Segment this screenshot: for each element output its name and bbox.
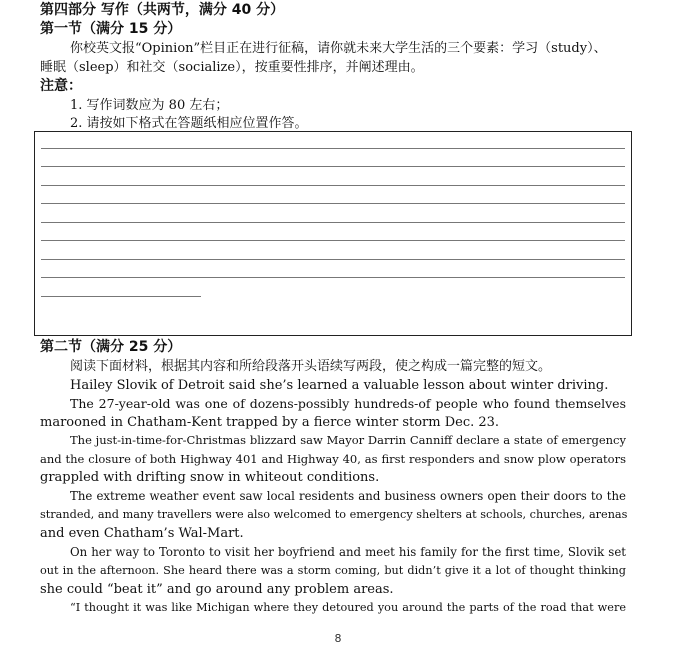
answer-line [41, 203, 625, 204]
page-number: 8 [334, 632, 342, 645]
passage-line: grappled with drifting snow in whiteout conditions. [40, 470, 380, 485]
answer-line [41, 240, 625, 241]
answer-line [41, 166, 625, 167]
section2-instruction: 阅读下面材料，根据其内容和所给段落开头语续写两段，使之构成一篇完整的短文。 [70, 359, 552, 374]
section1-heading: 第一节（满分 15 分） [40, 21, 182, 37]
passage-line: On her way to Toronto to visit her boyfriend and meet his family for the first time, Slovik set [70, 545, 626, 559]
answer-line [41, 259, 625, 260]
passage-line: marooned in Chatham-Kent trapped by a fierce winter storm Dec. 23. [40, 415, 500, 430]
passage-line: The 27-year-old was one of dozens-possibly hundreds-of people who found themselves [70, 396, 626, 411]
passage-line: “I thought it was like Michigan where they detoured you around the parts of the road that were [70, 601, 626, 614]
passage-line: The just-in-time-for-Christmas blizzard saw Mayor Darrin Canniff declare a state of emergency [70, 433, 626, 447]
passage-line: out in the afternoon. She heard there was a storm coming, but didn’t give it a lot of thought thinking [40, 564, 626, 577]
passage-line: stranded, and many travellers were also welcomed to emergency shelters at schools, churches, arenas [40, 508, 628, 521]
section2-heading: 第二节（满分 25 分） [40, 339, 182, 355]
passage-line: and the closure of both Highway 401 and Highway 40, as first responders and snow plow operators [40, 452, 626, 466]
part-heading: 第四部分 写作（共两节，满分 40 分） [40, 2, 285, 18]
answer-line-short [41, 296, 201, 297]
passage-line: Hailey Slovik of Detroit said she’s learned a valuable lesson about winter driving. [70, 378, 609, 393]
answer-line [41, 148, 625, 149]
answer-line [41, 185, 625, 186]
answer-line [41, 222, 625, 223]
notes-label: 注意： [40, 78, 82, 94]
answer-box [34, 131, 632, 336]
section1-prompt-line-2: 睡眠（sleep）和社交（socialize），按重要性排序，并阐述理由。 [40, 60, 424, 75]
passage-line: she could “beat it” and go around any problem areas. [40, 582, 394, 597]
passage-line: The extreme weather event saw local residents and business owners open their doors to the [70, 489, 626, 503]
passage-line: and even Chatham’s Wal-Mart. [40, 526, 244, 541]
note-1: 1. 写作词数应为 80 左右； [70, 98, 229, 113]
note-2: 2. 请按如下格式在答题纸相应位置作答。 [70, 116, 308, 131]
section1-prompt-line-1: 你校英文报“Opinion”栏目正在进行征稿，请你就未来大学生活的三个要素：学习（study）、 [70, 41, 607, 56]
answer-line [41, 277, 625, 278]
